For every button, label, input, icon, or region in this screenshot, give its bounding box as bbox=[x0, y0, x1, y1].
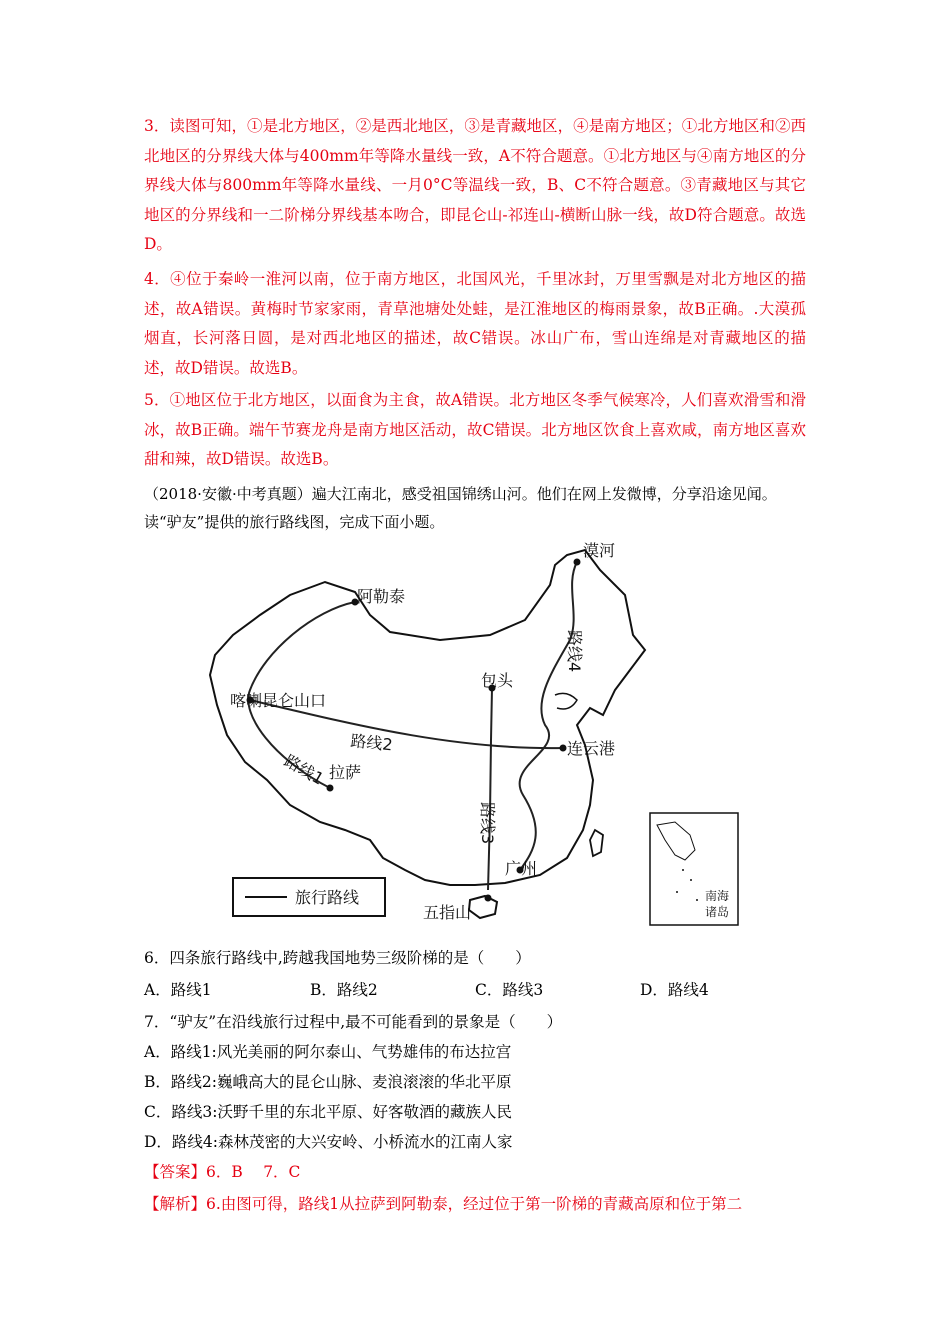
label-mohe: 漠河 bbox=[583, 541, 616, 560]
analysis-label: 【解析】 bbox=[144, 1195, 207, 1213]
label-altay: 阿勒泰 bbox=[357, 587, 406, 606]
q7-option-a[interactable]: A．路线1:风光美丽的阿尔泰山、气势雄伟的布达拉宫 bbox=[144, 1043, 512, 1061]
china-outline bbox=[210, 550, 645, 885]
q6-option-c[interactable]: C．路线3 bbox=[475, 981, 544, 999]
answer-label: 【答案】 bbox=[144, 1163, 207, 1181]
q7-option-c[interactable]: C．路线3:沃野千里的东北平原、好客敬酒的藏族人民 bbox=[144, 1103, 512, 1121]
q6-option-a[interactable]: A．路线1 bbox=[144, 981, 212, 999]
answer-text: 6．B 7．C bbox=[206, 1163, 301, 1181]
hainan-island bbox=[469, 896, 497, 918]
q7-option-d[interactable]: D．路线4:森林茂密的大兴安岭、小桥流水的江南人家 bbox=[144, 1133, 513, 1151]
label-lhasa: 拉萨 bbox=[329, 763, 362, 782]
label-wuzhishan: 五指山 bbox=[423, 903, 472, 922]
legend-label: 旅行路线 bbox=[295, 888, 360, 907]
label-lianyungang: 连云港 bbox=[567, 739, 616, 758]
analysis-line bbox=[144, 1194, 742, 1214]
point-lhasa bbox=[327, 785, 334, 792]
inset-label-2: 诸岛 bbox=[705, 905, 730, 919]
point-mohe bbox=[574, 559, 581, 566]
explanation-q5: 5．①地区位于北方地区，以面食为主食，故A错误。北方地区冬季气候寒冷，人们喜欢滑雪和滑冰，故B正确。端午节赛龙舟是南方地区活动，故C错误。北方地区饮食上喜欢咸，南方地区喜欢甜和辣，故D错误。故选B。 bbox=[144, 391, 806, 468]
label-route-4: 路线4 bbox=[565, 630, 584, 673]
route-3-line bbox=[488, 688, 492, 890]
q6-option-b[interactable]: B．路线2 bbox=[310, 981, 378, 999]
label-route-3: 路线3 bbox=[478, 802, 497, 845]
route-4-line bbox=[520, 562, 577, 870]
explanation-q4: 4．④位于秦岭一淮河以南，位于南方地区，北国风光，千里冰封，万里雪飘是对北方地区的描述，故A错误。黄梅时节家家雨，青草池塘处处蛙，是江淮地区的梅雨景象，故B正确。.大漠孤烟直，长河落日圆，是对西北地区的描述，故C错误。冰山广布，雪山连绵是对青藏地区的描述，故D错误。故选B。 bbox=[144, 270, 806, 377]
label-guangzhou: 广州 bbox=[505, 859, 538, 878]
question-intro: （2018·安徽·中考真题）遍大江南北，感受祖国锦绣山河。他们在网上发微博，分享沿途见闻。读“驴友”提供的旅行路线图，完成下面小题。 bbox=[144, 485, 777, 531]
label-route-2: 路线2 bbox=[349, 731, 394, 755]
china-map-svg bbox=[205, 540, 745, 932]
q6-stem: 6．四条旅行路线中,跨越我国地势三级阶梯的是（ ） bbox=[144, 949, 531, 967]
q7-stem: 7．“驴友”在沿线旅行过程中,最不可能看到的景象是（ ） bbox=[144, 1013, 563, 1031]
travel-route-map bbox=[205, 540, 745, 932]
answer-line bbox=[144, 1162, 300, 1182]
analysis-text: 6.由图可得，路线1从拉萨到阿勒泰，经过位于第一阶梯的青藏高原和位于第二 bbox=[206, 1195, 743, 1213]
explanation-q3: 3．读图可知，①是北方地区，②是西北地区，③是青藏地区，④是南方地区；①北方地区和②西北地区的分界线大体与400mm年等降水量线一致，A不符合题意。①北方地区与④南方地区的分界线大体与800mm年等降水量线、一月0°C等温线一致，B、C不符合题意。③青藏地区与其它地区的分界线和一二阶梯分界线基本吻合，即昆仑山-祁连山-横断山脉一线，故D符合题意。故选D。 bbox=[144, 117, 806, 253]
inset-label-1: 南海 bbox=[705, 889, 730, 903]
bohai-coast bbox=[555, 693, 577, 709]
label-karakoram: 喀喇昆仑山口 bbox=[230, 691, 327, 710]
point-lianyungang bbox=[560, 745, 567, 752]
q6-option-d[interactable]: D．路线4 bbox=[640, 981, 709, 999]
q7-option-b[interactable]: B．路线2:巍峨高大的昆仑山脉、麦浪滚滚的华北平原 bbox=[144, 1073, 512, 1091]
point-wuzhishan bbox=[485, 895, 492, 902]
taiwan-island bbox=[590, 830, 603, 856]
label-baotou: 包头 bbox=[481, 671, 514, 690]
label-route-1: 路线1 bbox=[281, 751, 328, 789]
